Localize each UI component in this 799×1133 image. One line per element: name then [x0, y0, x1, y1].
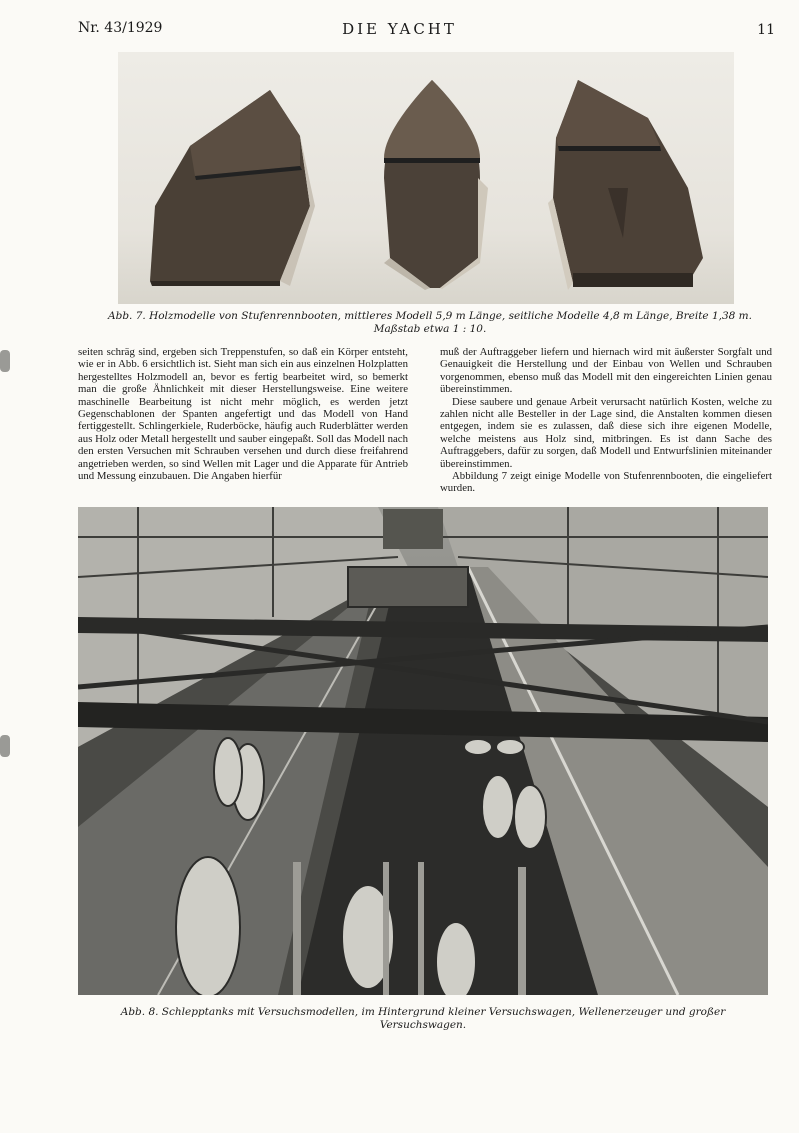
figure-8-caption: Abb. 8. Schlepptanks mit Versuchsmodellen, im Hintergrund kleiner Versuchswagen, Wellenerzeuger und großer Versuchswagen.: [120, 1006, 726, 1031]
margin-mark: [0, 735, 10, 757]
text-column-right: [440, 346, 772, 495]
magazine-title: DIE YACHT: [342, 20, 457, 38]
paragraph: Diese saubere und genaue Arbeit verursacht natürlich Kosten, welche zu zahlen nicht alle Besteller in der Lage sind, die Anstalten kommen diesen entgegen, indem sie es zulassen, daß diese sich ihre eigenen Modelle, welche meistens aus Holz sind, mitbringen. Es ist dann Sache des Auftraggebers, dafür zu sorgen, daß Modell und Entwurfslinien miteinander übereinstimmen.: [440, 395, 772, 470]
page-header: [0, 18, 799, 42]
figure-7-caption-line1: Abb. 7. Holzmodelle von Stufenrennbooten, mittleres Modell 5,9 m Länge, seitliche Modelle 4,8 m Länge, Breite 1,38 m.: [108, 310, 752, 322]
boat-model-left: [150, 86, 320, 286]
paragraph: muß der Auftraggeber liefern und hiernach wird mit äußerster Sorgfalt und Genauigkeit die Herstellung und der Einbau von Wellen und Schrauben vorgenommen, ebenso muß das Modell mit den eingereichten Linien genau übereinstimmen.: [440, 346, 772, 396]
paragraph: Abbildung 7 zeigt einige Modelle von Stufenrennbooten, die eingeliefert wurden.: [440, 470, 772, 495]
boat-model-right: [548, 78, 708, 290]
issue-number: Nr. 43/1929: [78, 20, 163, 36]
figure-7-caption: [80, 310, 780, 336]
margin-mark: [0, 350, 10, 372]
figure-7-caption-line2: Maßstab etwa 1 : 10.: [373, 323, 487, 335]
boat-model-middle: [380, 78, 490, 290]
figure-8-photo: [78, 507, 768, 995]
towing-tank-illustration: [78, 507, 768, 995]
paragraph: seiten schräg sind, ergeben sich Treppenstufen, so daß ein Körper entsteht, wie er in Abb. 6 ersichtlich ist. Sieht man sich ein aus einzelnen Holzplatten hergestelltes Holzmodell an, bevor es fertig bearbeitet wird, so bemerkt man die große Ähnlichkeit mit dieser Herstellungsweise. Eine weitere maschinelle Bearbeitung ist nicht mehr möglich, es werden jetzt Gegenschablonen der Spanten angefertigt und das Modell von Hand fertiggestellt. Schlingerkiele, Ruderböcke, häufig auch Ruderblätter werden aus Holz oder Metall hergestellt und sauber eingepaßt. Soll das Modell nach den ersten Versuchen mit Schrauben versehen und durch diese freifahrend angetrieben werden, so sind Wellen mit Lager und die Apparate für Antrieb und Messung einzubauen. Die Angaben hierfür: [78, 346, 408, 483]
text-column-left: [78, 346, 408, 482]
page-number: 11: [757, 22, 775, 38]
figure-7-photo: [118, 52, 734, 304]
